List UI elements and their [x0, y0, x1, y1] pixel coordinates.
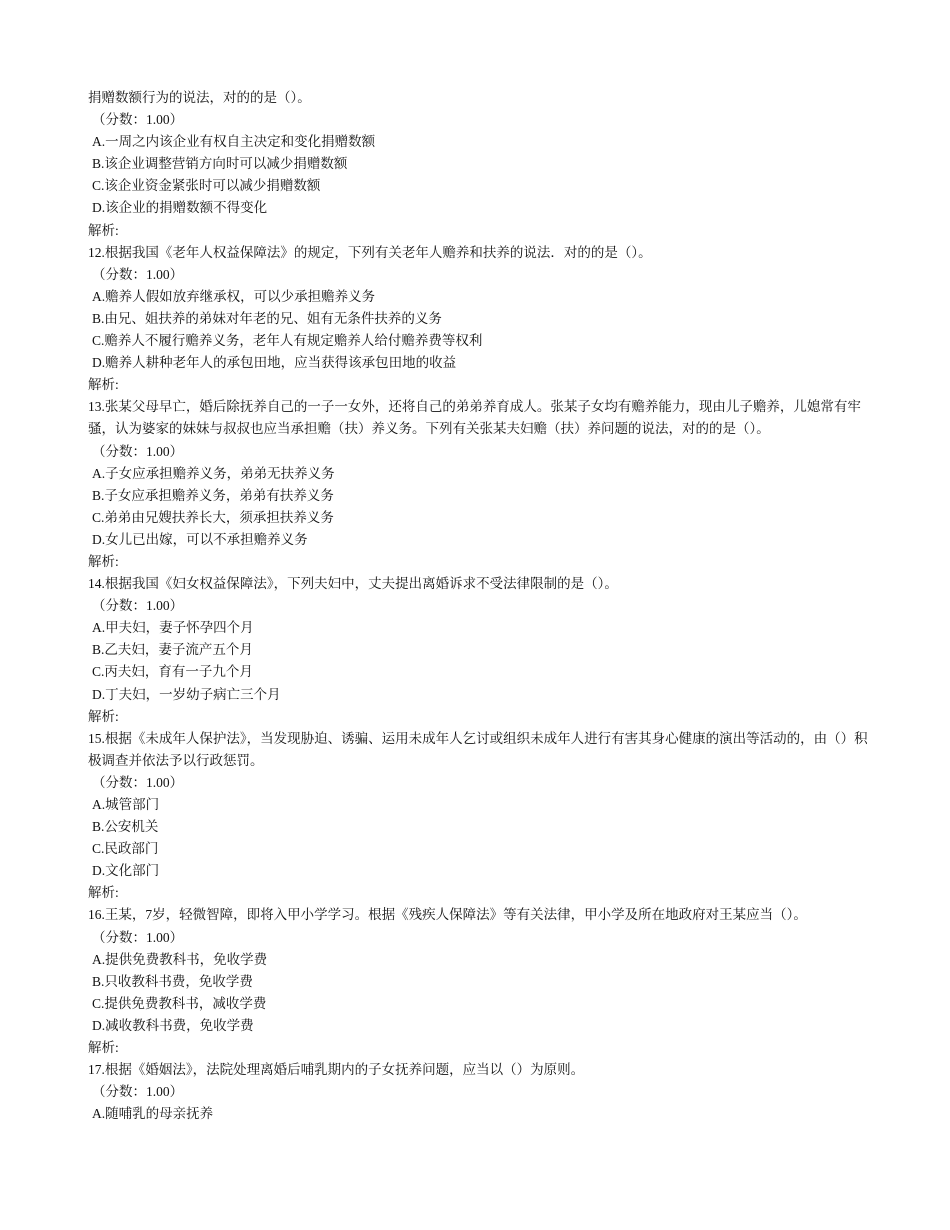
question-stem: 12.根据我国《老年人权益保障法》的规定，下列有关老年人赡养和扶养的说法．对的的是（）。 [88, 244, 652, 260]
answer-option: C.民政部门 [92, 841, 159, 857]
question-score: （分数：1.00） [92, 266, 184, 282]
answer-option: C.该企业资金紧张时可以减少捐赠数额 [92, 178, 321, 194]
answer-option: C.弟弟由兄嫂扶养长大，须承担扶养义务 [92, 509, 334, 525]
question-score: （分数：1.00） [92, 929, 184, 945]
question-score: （分数：1.00） [92, 443, 184, 459]
answer-option: D.丁夫妇，一岁幼子病亡三个月 [92, 686, 281, 702]
question-score: （分数：1.00） [92, 774, 184, 790]
analysis-label: 解析: [88, 377, 119, 393]
answer-option: A.子女应承担赡养义务，弟弟无扶养义务 [92, 465, 335, 481]
answer-option: A.赡养人假如放弃继承权，可以少承担赡养义务 [92, 288, 376, 304]
question-block [88, 728, 868, 905]
question-block [88, 242, 868, 397]
question-block [88, 87, 868, 242]
answer-option: B.该企业调整营销方向时可以减少捐赠数额 [92, 156, 348, 172]
answer-option: B.子女应承担赡养义务，弟弟有扶养义务 [92, 487, 334, 503]
question-block [88, 396, 868, 573]
answer-option: D.文化部门 [92, 863, 160, 879]
question-block [88, 1059, 868, 1125]
question-score: （分数：1.00） [92, 112, 184, 128]
question-stem: 15.根据《未成年人保护法》，当发现胁迫、诱骗、运用未成年人乞讨或组织未成年人进行有害其身心健康的演出等活动的，由（）积极调查并依法予以行政惩罚。 [88, 730, 868, 768]
analysis-label: 解析: [88, 708, 119, 724]
answer-option: C.赡养人不履行赡养义务，老年人有规定赡养人给付赡养费等权利 [92, 333, 483, 349]
question-score: （分数：1.00） [92, 1084, 184, 1100]
analysis-label: 解析: [88, 885, 119, 901]
answer-option: A.城管部门 [92, 797, 160, 812]
answer-option: A.提供免费教科书，免收学费 [92, 951, 268, 967]
question-stem: 13.张某父母早亡，婚后除抚养自己的一子一女外，还将自己的弟弟养育成人。张某子女均有赡养能力，现由儿子赡养，儿媳常有牢骚，认为婆家的妹妹与叔叔也应当承担赡（扶）养义务。下列有关张某夫妇赡（扶）养问题的说法，对的的是（）。 [88, 399, 861, 437]
question-block [88, 904, 868, 1059]
answer-option: D.该企业的捐赠数额不得变化 [92, 200, 268, 216]
answer-option: D.赡养人耕种老年人的承包田地，应当获得该承包田地的收益 [92, 355, 457, 371]
answer-option: D.女儿已出嫁，可以不承担赡养义务 [92, 531, 308, 547]
answer-option: A.一周之内该企业有权自主决定和变化捐赠数额 [92, 134, 376, 150]
exam-document [88, 87, 868, 1125]
question-stem: 16.王某，7岁，轻微智障，即将入甲小学学习。根据《残疾人保障法》等有关法律，甲小学及所在地政府对王某应当（）。 [88, 907, 807, 923]
answer-option: B.由兄、姐扶养的弟妹对年老的兄、姐有无条件扶养的义务 [92, 310, 442, 326]
analysis-label: 解析: [88, 553, 119, 569]
answer-option: C.提供免费教科书，减收学费 [92, 995, 267, 1011]
answer-option: D.减收教科书费，免收学费 [92, 1017, 254, 1033]
question-stem: 14.根据我国《妇女权益保障法》，下列夫妇中，丈夫提出离婚诉求不受法律限制的是（）。 [88, 576, 618, 592]
answer-option: A.随哺乳的母亲抚养 [92, 1106, 214, 1122]
question-score: （分数：1.00） [92, 598, 184, 614]
question-stem: 17.根据《婚姻法》，法院处理离婚后哺乳期内的子女抚养问题，应当以（）为原则。 [88, 1062, 585, 1078]
question-stem: 捐赠数额行为的说法，对的的是（）。 [88, 90, 311, 105]
analysis-label: 解析: [88, 1040, 119, 1056]
answer-option: C.丙夫妇，育有一子九个月 [92, 664, 253, 680]
answer-option: B.乙夫妇，妻子流产五个月 [92, 642, 253, 658]
answer-option: B.公安机关 [92, 819, 159, 835]
question-block [88, 573, 868, 728]
analysis-label: 解析: [88, 222, 119, 238]
answer-option: A.甲夫妇，妻子怀孕四个月 [92, 620, 254, 636]
answer-option: B.只收教科书费，免收学费 [92, 973, 253, 989]
